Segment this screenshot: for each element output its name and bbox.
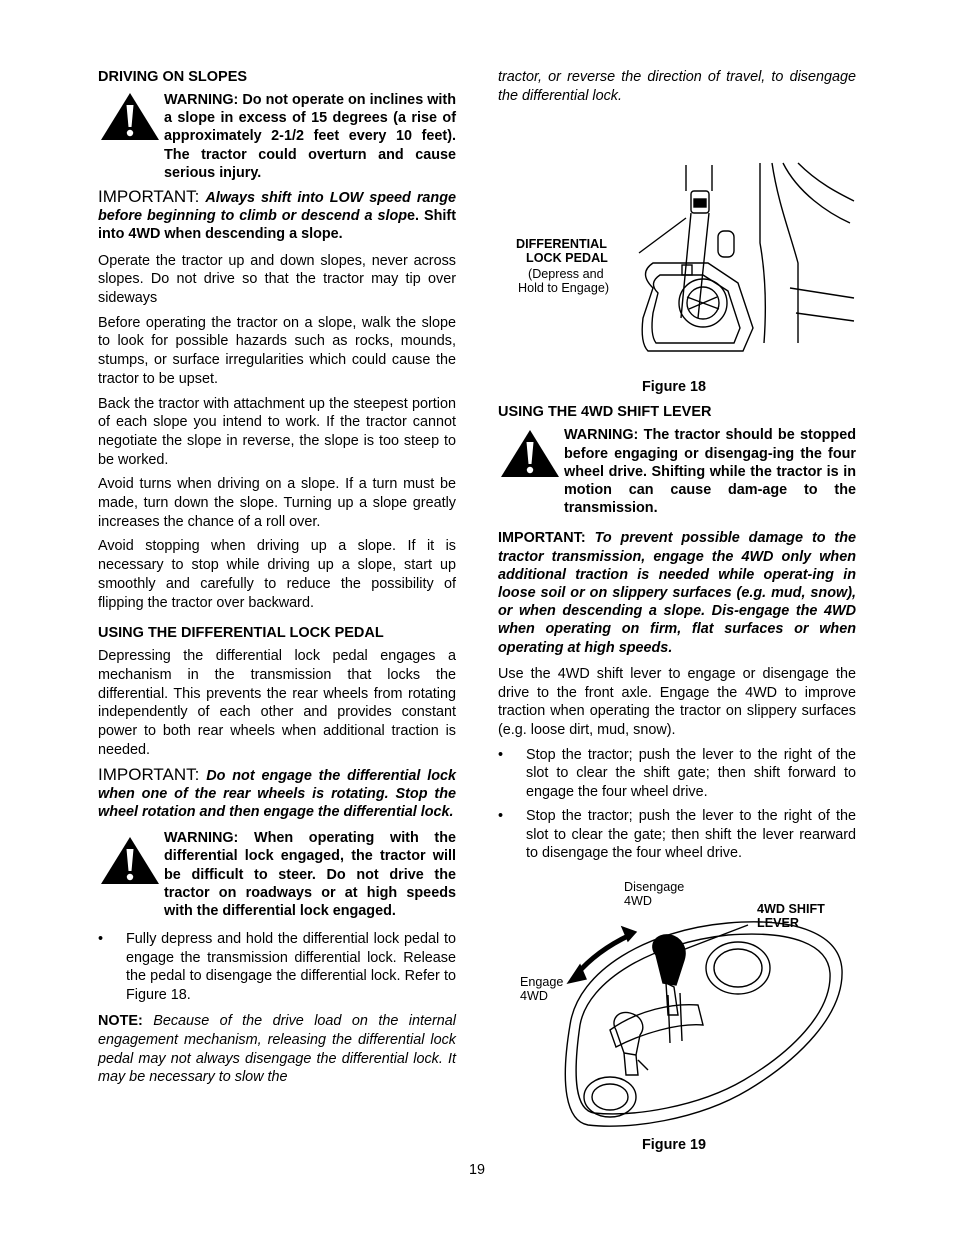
note-label: NOTE: bbox=[98, 1013, 143, 1030]
fig19-engage-line2: 4WD bbox=[520, 988, 548, 1003]
warning-block-slopes bbox=[98, 91, 456, 182]
right-column bbox=[498, 68, 856, 1165]
figure-18-caption: Figure 18 bbox=[642, 379, 706, 396]
warning-text-differential: WARNING: When operating with the differential lock engaged, the tractor will be difficult to steer. Do not drive the tractor on roadways or at high speeds with the differential lock engaged. bbox=[164, 830, 456, 919]
important-label: IMPORTANT: bbox=[98, 764, 200, 784]
note-text: Because of the drive load on the internal engagement mechanism, releasing the differential lock pedal may not always disengage the differential lock. It may be necessary to slow the bbox=[98, 1013, 456, 1086]
important-note-slopes bbox=[98, 188, 456, 244]
figure-19 bbox=[498, 875, 856, 1165]
paragraph: Before operating the tractor on a slope, walk the slope to look for possible hazards such as rocks, mounds, stumps, or surface irregularities which could cause the tractor to be upset. bbox=[98, 314, 456, 387]
paragraph: Back the tractor with attachment up the steepest portion of each slope you intend to work. If the tractor cannot negotiate the slope in reverse, the slope is too steep to be worked. bbox=[98, 395, 456, 468]
warning-block-4wd bbox=[498, 426, 856, 517]
note-paragraph bbox=[98, 1012, 456, 1087]
important-note-4wd bbox=[498, 529, 856, 656]
fig18-label-line2: LOCK PEDAL bbox=[526, 251, 608, 266]
section-heading-slopes: DRIVING ON SLOPES bbox=[98, 69, 248, 85]
paragraph: Operate the tractor up and down slopes, never across slopes. Do not drive so that the tractor may tip over sideways bbox=[98, 252, 456, 307]
fig19-lever-line1: 4WD SHIFT bbox=[757, 901, 825, 916]
important-italic-text: To prevent possible damage to the tractor transmission, engage the 4WD only when additional traction is needed while operat-ing in loose soil or on slippery surfaces (e.g. mud, snow), or when descending a slope. Dis-engage the 4WD when operating on firm, flat surfaces or when operating at high speeds. bbox=[498, 530, 856, 656]
page-number: 19 bbox=[468, 1162, 485, 1178]
left-column bbox=[98, 68, 456, 1093]
warning-triangle-icon bbox=[98, 835, 162, 887]
warning-text-slopes: WARNING: Do not operate on inclines with a slope in excess of 15 degrees (a rise of approximately 2-1/2 feet every 10 feet). The tractor could overturn and cause serious injury. bbox=[164, 92, 456, 181]
figure-19-caption: Figure 19 bbox=[642, 1136, 706, 1153]
bullet-list bbox=[98, 930, 456, 1004]
important-label: IMPORTANT: bbox=[98, 187, 200, 207]
list-item: • Stop the tractor; push the lever to the right of the slot to clear the gate; then shift the lever rearward to disengage the four wheel drive. bbox=[498, 807, 856, 863]
important-italic-text: Always shift into LOW speed range before beginning to climb or descend a slop bbox=[98, 190, 457, 225]
important-italic-text: Do not engage the differential lock when one of the rear wheels is rotating. Stop the wheel rotation and then engage the differential lock. bbox=[98, 767, 456, 820]
warning-triangle-icon bbox=[98, 91, 162, 143]
list-item: • Fully depress and hold the differential lock pedal to engage the transmission differential lock. Release the pedal to disengage the differential lock. Refer to Figure 18. bbox=[98, 930, 456, 1004]
fig18-label-line3: (Depress and bbox=[528, 267, 604, 282]
note-continuation: tractor, or reverse the direction of travel, to disengage the differential lock. bbox=[498, 69, 856, 104]
fig19-engage-line1: Engage bbox=[520, 974, 564, 989]
bullet-list bbox=[498, 746, 856, 863]
paragraph: Use the 4WD shift lever to engage or disengage the drive to the front axle. Engage the 4WD to improve traction when operating the tractor on slippery surfaces (e.g. loose dirt, mud, snow). bbox=[498, 665, 856, 738]
paragraph: Depressing the differential lock pedal engages a mechanism in the transmission that locks the differential. This prevents the rear wheels from rotating independently of each other and provides constant power to both rear wheels when additional traction is needed. bbox=[98, 648, 456, 758]
fig19-disengage-line1: Disengage bbox=[624, 879, 685, 894]
warning-block-differential bbox=[98, 829, 456, 920]
section-heading-4wd: USING THE 4WD SHIFT LEVER bbox=[498, 404, 712, 421]
list-item: • Stop the tractor; push the lever to the right of the slot to clear the shift gate; then shift forward to engage the four wheel drive. bbox=[498, 746, 856, 802]
paragraph: Avoid turns when driving on a slope. If a turn must be made, turn down the slope. Turning up a slope greatly increases the chance of a roll over. bbox=[98, 476, 456, 530]
important-note-differential bbox=[98, 766, 456, 822]
fig19-disengage-line2: 4WD bbox=[624, 893, 652, 908]
warning-triangle-icon bbox=[498, 428, 562, 480]
warning-text-4wd: WARNING: The tractor should be stopped before engaging or disengag-ing the four wheel drive. Shifting while the tractor is in motion can cause dam-age to the transmission. bbox=[564, 427, 856, 517]
fig18-label-line4: Hold to Engage) bbox=[518, 281, 610, 296]
figure-18 bbox=[498, 113, 856, 403]
fig19-lever-line2: LEVER bbox=[757, 915, 799, 930]
important-label: IMPORTANT: bbox=[498, 530, 586, 547]
paragraph: Avoid stopping when driving up a slope. If it is necessary to stop while driving up a slope, start up smoothly and carefully to reduce the possibility of flipping the tractor over backward. bbox=[98, 538, 456, 611]
fig18-label-line1: DIFFERENTIAL bbox=[516, 237, 607, 252]
important-rest-text: e. Shift into 4WD when descending a slope. bbox=[98, 208, 456, 243]
section-heading-differential: USING THE DIFFERENTIAL LOCK PEDAL bbox=[98, 625, 384, 642]
